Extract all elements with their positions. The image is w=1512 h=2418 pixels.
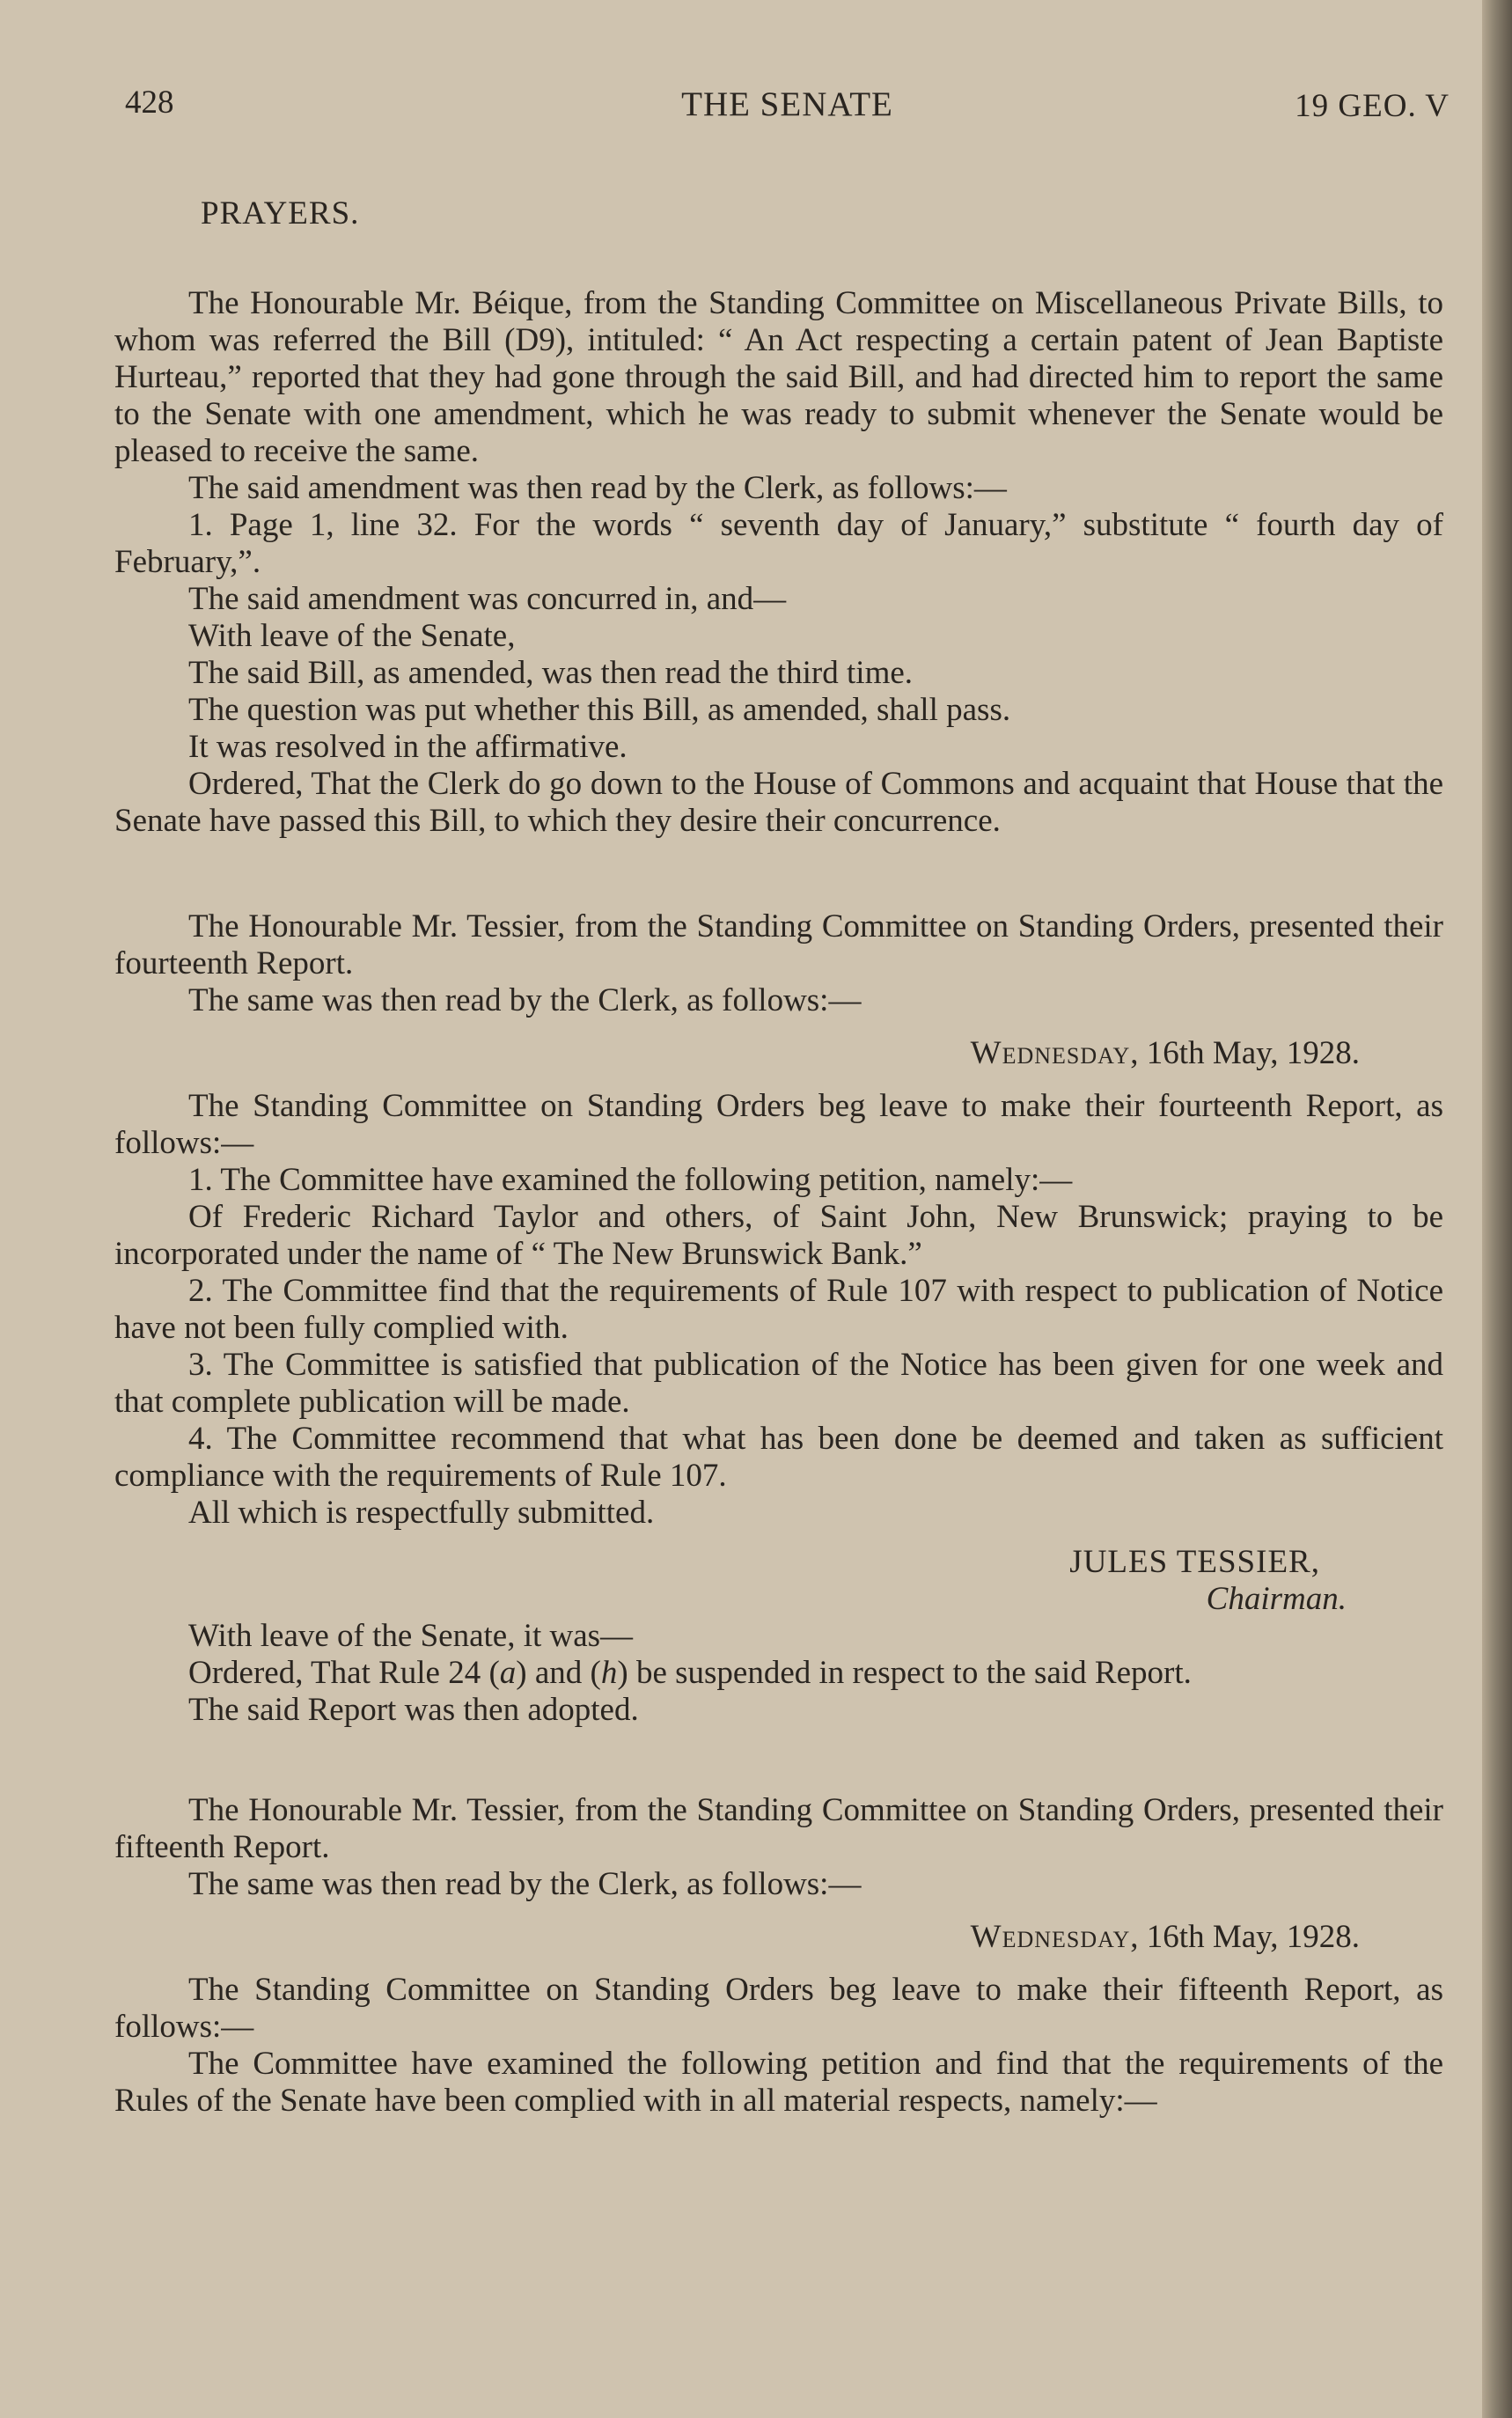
paragraph: The said Bill, as amended, was then read the third time. (188, 655, 914, 691)
paragraph: 3. The Committee is satisfied that publication of the Notice has been given for one week and that complete publication will be made. (114, 1347, 1443, 1420)
report-date (114, 1035, 1360, 1072)
book-binding-edge (1482, 0, 1512, 2418)
paragraph: The said Report was then adopted. (188, 1692, 639, 1728)
paragraph: All which is respectfully submitted. (188, 1495, 655, 1531)
paragraph: 4. The Committee recommend that what has been done be deemed and taken as sufficient compliance with the requirements of Rule 107. (114, 1421, 1443, 1494)
paragraph: The Committee have examined the following petition and find that the requirements of the Rules of the Senate have been complied with in all material respects, namely:— (114, 2046, 1443, 2119)
signature-role: Chairman. (1206, 1581, 1347, 1617)
page-body (114, 195, 1443, 2120)
paragraph: With leave of the Senate, it was— (188, 1618, 634, 1654)
paragraph: Ordered, That the Clerk do go down to the House of Commons and acquaint that House that the Senate have passed this Bill, to which they desire their concurrence. (114, 766, 1443, 839)
paragraph: It was resolved in the affirmative. (188, 729, 628, 765)
paragraph: The Standing Committee on Standing Orders beg leave to make their fifteenth Report, as follows:— (114, 1972, 1443, 2045)
text-run-italic: h (600, 1655, 618, 1691)
header-session: 19 GEO. V (1295, 88, 1450, 124)
paragraph: The Honourable Mr. Tessier, from the Standing Committee on Standing Orders, presented their fifteenth Report. (114, 1792, 1443, 1865)
spacer (114, 1729, 1443, 1792)
paragraph: The Standing Committee on Standing Orders beg leave to make their fourteenth Report, as follows:— (114, 1088, 1443, 1161)
paragraph: The Honourable Mr. Tessier, from the Standing Committee on Standing Orders, presented their fourteenth Report. (114, 908, 1443, 981)
spacer (114, 840, 1443, 908)
paragraph: Of Frederic Richard Taylor and others, of Saint John, New Brunswick; praying to be incorporated under the name of “ The New Brunswick Bank.” (114, 1199, 1443, 1272)
paragraph (114, 1655, 1443, 1692)
section-beique-bill (114, 285, 1443, 840)
report-date (114, 1919, 1360, 1956)
paragraph: The said amendment was then read by the Clerk, as follows:— (188, 470, 1007, 506)
report-date-day: Wednesday (970, 1035, 1131, 1071)
section-fourteenth-report (114, 908, 1443, 1729)
text-run: Ordered, That Rule 24 ( (188, 1655, 500, 1691)
page-number: 428 (125, 85, 174, 121)
report-date-rest: , 16th May, 1928. (1130, 1919, 1360, 1955)
paragraph: 2. The Committee find that the requirements of Rule 107 with respect to publication of Notice have not been fully complied with. (114, 1273, 1443, 1346)
signature-name: JULES TESSIER, (1069, 1544, 1320, 1580)
paragraph: The same was then read by the Clerk, as follows:— (188, 1866, 862, 1902)
report-date-day: Wednesday (970, 1919, 1131, 1955)
text-run: ) and ( (516, 1655, 601, 1691)
section-heading: PRAYERS. (201, 195, 360, 232)
running-header (125, 85, 1450, 129)
paragraph: 1. Page 1, line 32. For the words “ seventh day of January,” substitute “ fourth day of February,”. (114, 507, 1443, 580)
header-title: THE SENATE (681, 85, 893, 123)
paragraph: 1. The Committee have examined the following petition, namely:— (188, 1162, 1073, 1198)
paragraph: The question was put whether this Bill, as amended, shall pass. (188, 692, 1011, 728)
paragraph: The same was then read by the Clerk, as follows:— (188, 982, 862, 1018)
paragraph: The said amendment was concurred in, and— (188, 581, 787, 617)
paragraph: The Honourable Mr. Béique, from the Standing Committee on Miscellaneous Private Bills, to whom was referred the Bill (D9), intituled: “ An Act respecting a certain patent of Jean Baptiste Hurteau,” reported that they had gone through the said Bill, and had directed him to report the same to the Senate with one amendment, which he was ready to submit whenever the Senate would be pleased to receive the same. (114, 285, 1443, 469)
paragraph: With leave of the Senate, (188, 618, 516, 654)
report-date-rest: , 16th May, 1928. (1130, 1035, 1360, 1071)
text-run: ) be suspended in respect to the said Report. (617, 1655, 1192, 1691)
text-run-italic: a (499, 1655, 517, 1691)
section-fifteenth-report (114, 1792, 1443, 2120)
